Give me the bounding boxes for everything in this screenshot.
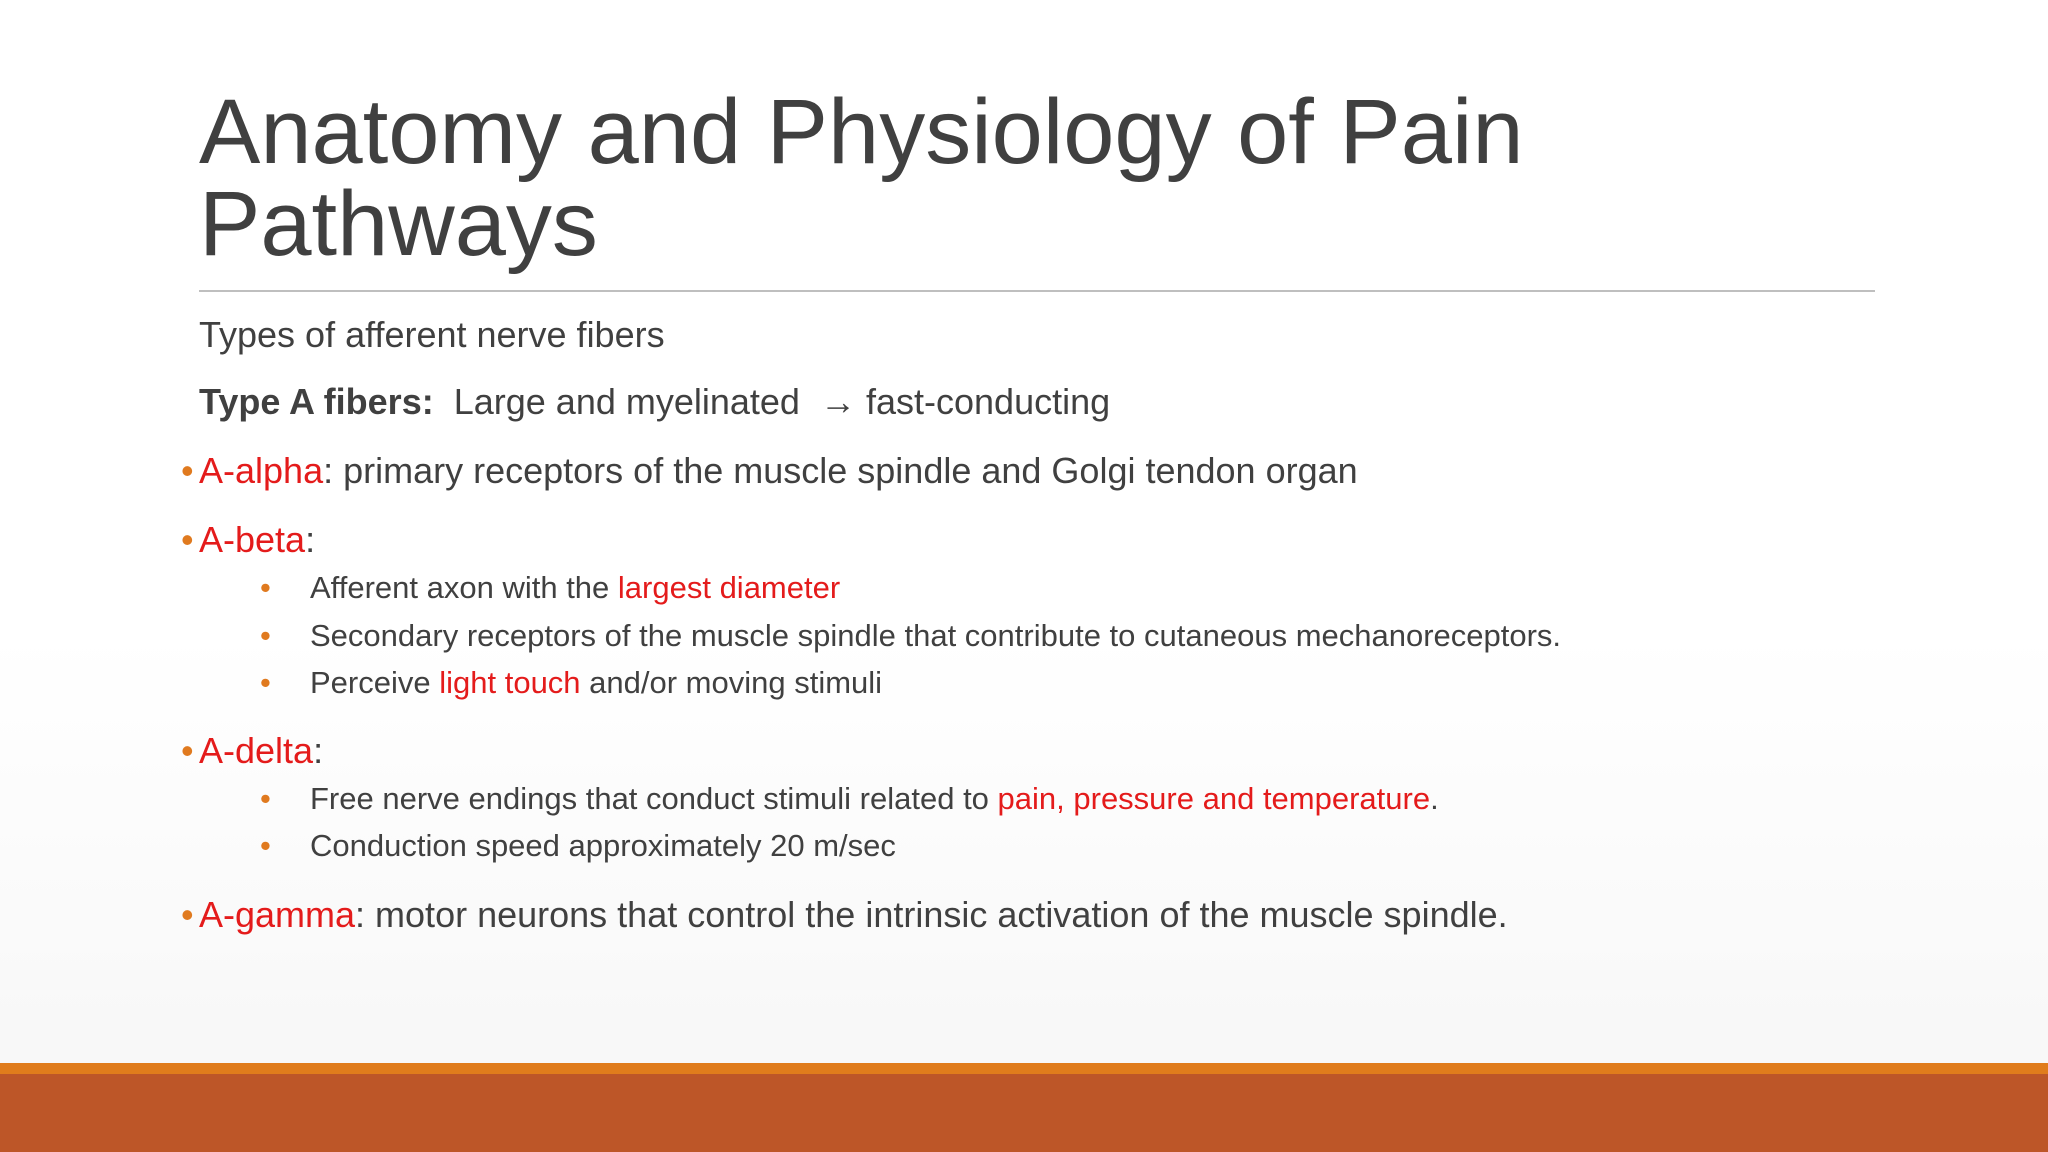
bullet-dot: • [181,894,194,935]
sub-bullet-beta-1 [260,566,840,610]
footer-accent-bar [0,1063,2048,1074]
type-a-label: Type A fibers: [199,381,434,422]
term-a-alpha: A-alpha [199,450,324,491]
type-a-result: fast-conducting [866,381,1111,422]
sub-text: . [1430,781,1439,816]
sub-text: Afferent axon with the [310,570,618,605]
sub-bullet-dot: • [260,781,271,816]
highlight-largest-diameter: largest diameter [617,570,841,605]
sub-text: Perceive [310,665,440,700]
bullet-dot: • [181,450,194,491]
bullet-a-alpha [181,449,1358,493]
sub-bullet-dot: • [260,618,271,653]
sub-text: Conduction speed approximately 20 m/sec [310,828,896,863]
highlight-pain-pressure-temperature: pain, pressure and temperature [997,781,1431,816]
title-line-2: Pathways [199,173,598,275]
sub-bullet-beta-2 [260,614,1561,658]
term-a-delta: A-delta [199,730,314,771]
bullet-a-delta [181,729,323,773]
sub-bullet-dot: • [260,665,271,700]
sub-text: Free nerve endings that conduct stimuli related to [310,781,998,816]
type-a-text: Large and myelinated [453,381,800,422]
desc-a-gamma: : motor neurons that control the intrinsic activation of the muscle spindle. [355,894,1508,935]
arrow-icon: → [819,381,856,422]
title-line-1: Anatomy and Physiology of Pain [199,81,1524,183]
sub-bullet-dot: • [260,828,271,863]
term-a-gamma: A-gamma [199,894,356,935]
subtitle: Types of afferent nerve fibers [199,314,665,355]
bullet-a-gamma [181,893,1508,937]
sub-text: and/or moving stimuli [580,665,883,700]
desc-a-beta: : [305,519,316,560]
sub-bullet-delta-1 [260,777,1439,821]
sub-bullet-delta-2 [260,824,896,868]
bullet-dot: • [181,730,194,771]
slide-title [199,81,1879,275]
footer-bar [0,1074,2048,1152]
bullet-a-beta [181,518,315,562]
title-divider [199,290,1875,292]
desc-a-delta: : [313,730,324,771]
sub-bullet-dot: • [260,570,271,605]
sub-text: Secondary receptors of the muscle spindle that contribute to cutaneous mechanoreceptors. [310,618,1562,653]
highlight-light-touch: light touch [439,665,581,700]
desc-a-alpha: : primary receptors of the muscle spindle and Golgi tendon organ [323,450,1358,491]
sub-bullet-beta-3 [260,661,882,705]
bullet-dot: • [181,519,194,560]
term-a-beta: A-beta [199,519,306,560]
type-a-line [199,380,1110,424]
